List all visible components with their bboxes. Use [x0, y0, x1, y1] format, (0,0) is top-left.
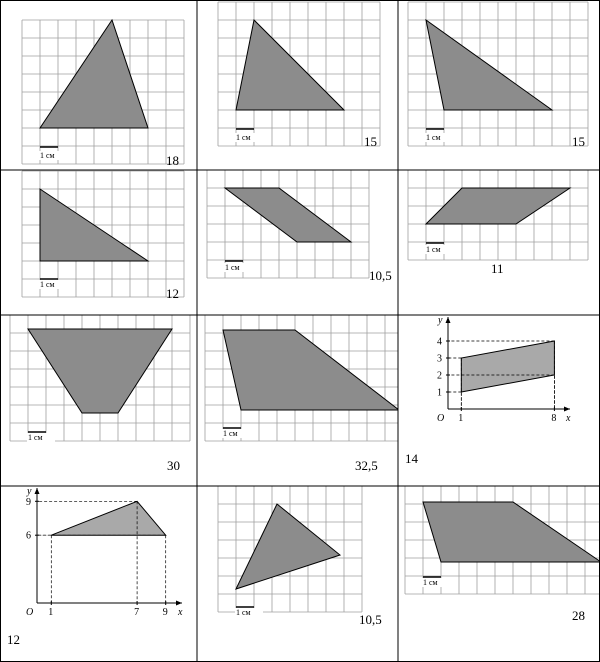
unit-label: 1 см: [225, 263, 240, 272]
x-tick-label-1: 1: [48, 607, 54, 618]
answer-label: 12: [166, 286, 179, 301]
answer-label: 15: [572, 134, 585, 149]
unit-label: 1 см: [40, 280, 55, 289]
y-tick-label-1: 1: [437, 387, 442, 399]
answer-label: 28: [572, 608, 585, 623]
x-tick-label-9: 9: [162, 607, 168, 618]
answer-label: 12: [7, 632, 20, 647]
x-axis-name: x: [566, 413, 571, 424]
unit-label: 1 см: [426, 245, 441, 254]
answer-label: 30: [167, 458, 180, 473]
answer-label: 14: [405, 451, 418, 466]
y-axis-name: y: [438, 315, 443, 326]
unit-label: 1 см: [223, 429, 238, 438]
answer-label: 32,5: [355, 458, 378, 473]
unit-label: 1 см: [28, 433, 43, 442]
y-tick-label-3: 3: [437, 353, 442, 365]
y-tick-label-4: 4: [437, 336, 442, 348]
answer-label: 10,5: [359, 612, 382, 627]
x-tick-label-1: 1: [458, 413, 464, 424]
answer-label: 18: [166, 153, 179, 168]
unit-label: 1 см: [236, 133, 251, 142]
y-axis-name: y: [27, 486, 32, 497]
x-tick-label-7: 7: [134, 607, 140, 618]
unit-label: 1 см: [426, 133, 441, 142]
unit-label: 1 см: [236, 608, 251, 617]
y-tick-label-6: 6: [26, 530, 31, 542]
origin-label: O: [437, 413, 445, 424]
unit-label: 1 см: [40, 151, 55, 160]
answer-label: 10,5: [369, 268, 392, 283]
unit-label: 1 см: [423, 578, 438, 587]
origin-label: O: [26, 607, 34, 618]
y-tick-label-2: 2: [437, 370, 442, 382]
answer-label: 11: [491, 261, 504, 276]
x-axis-name: x: [178, 607, 183, 618]
x-tick-label-8: 8: [551, 413, 557, 424]
y-tick-label-9: 9: [26, 496, 31, 508]
answer-label: 15: [364, 134, 377, 149]
